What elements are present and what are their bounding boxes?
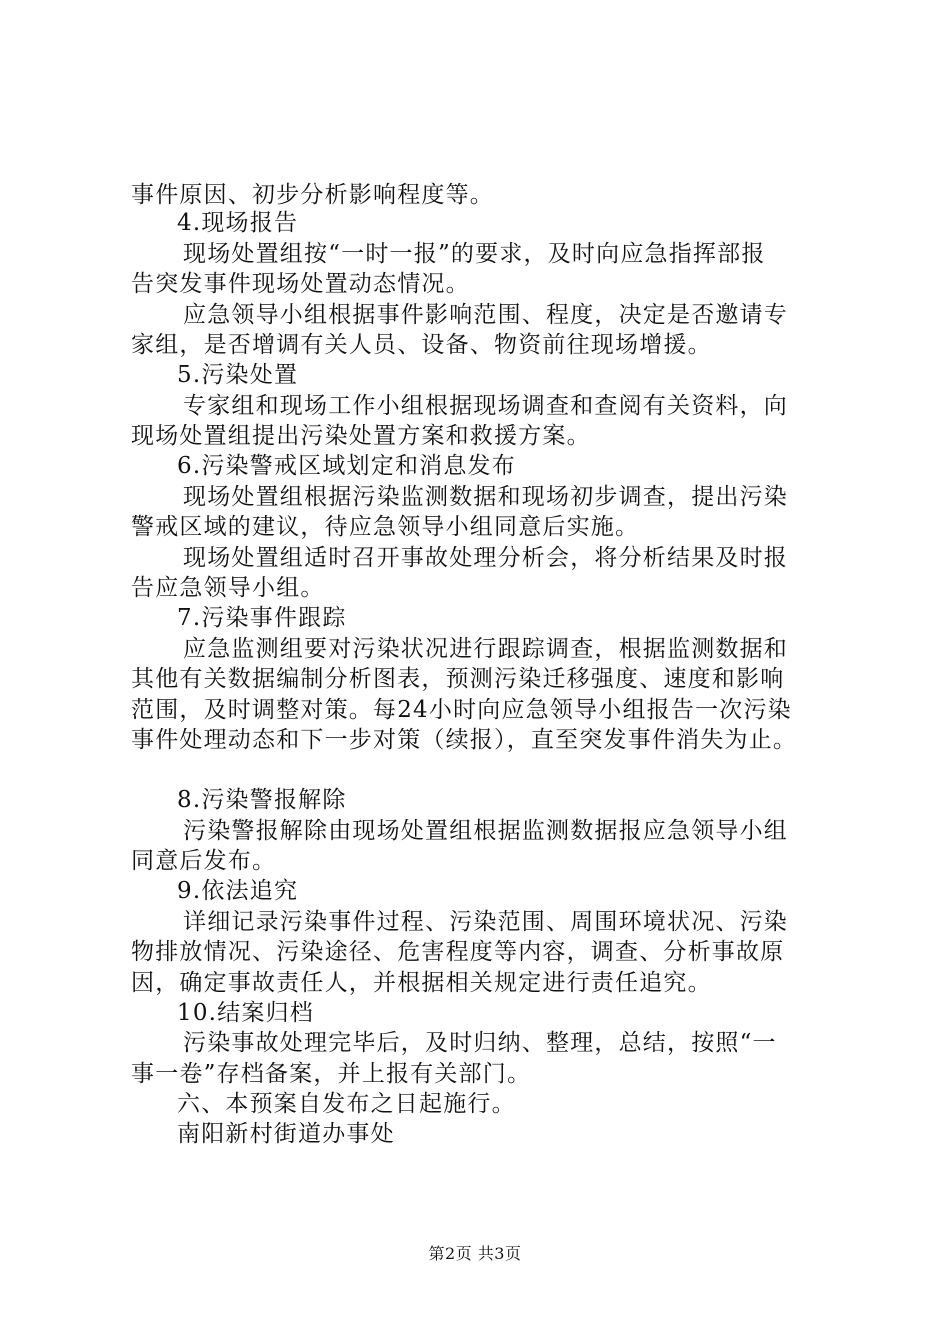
signature-line: 南阳新村街道办事处 <box>177 1121 395 1147</box>
text-line: 警戒区域的建议，待应急领导小组同意后实施。 <box>131 514 640 540</box>
text-line: 详细记录污染事件过程、污染范围、周围环境状况、污染 <box>183 909 788 935</box>
section-heading: 8.污染警报解除 <box>177 787 347 813</box>
section-heading: 9.依法追究 <box>177 878 299 904</box>
text-line: 应急领导小组根据事件影响范围、程度，决定是否邀请专 <box>183 302 788 328</box>
text-line: 现场处置组按“一时一报”的要求，及时向应急指挥部报 <box>183 241 766 267</box>
text-line: 现场处置组根据污染监测数据和现场初步调查，提出污染 <box>183 484 788 510</box>
text-line: 告应急领导小组。 <box>131 575 325 601</box>
text-line: 污染事故处理完毕后，及时归纳、整理，总结，按照“一 <box>183 1030 777 1056</box>
section-heading: 4.现场报告 <box>177 210 299 236</box>
section-heading: 5.污染处置 <box>177 362 299 388</box>
text-line: 家组，是否增调有关人员、设备、物资前往现场增援。 <box>131 332 712 358</box>
text-line: 告突发事件现场处置动态情况。 <box>131 271 470 297</box>
text-line: 现场处置组适时召开事故处理分析会，将分析结果及时报 <box>183 545 788 571</box>
text-line: 事件原因、初步分析影响程度等。 <box>131 182 494 208</box>
page-number-footer: 第2页 共3页 <box>428 1244 522 1263</box>
section-heading: 六、本预案自发布之日起施行。 <box>177 1091 516 1117</box>
text-line: 应急监测组要对污染状况进行跟踪调查，根据监测数据和 <box>183 636 788 662</box>
section-heading: 6.污染警戒区域划定和消息发布 <box>177 453 516 479</box>
text-line: 污染警报解除由现场处置组根据监测数据报应急领导小组 <box>183 818 788 844</box>
text-line: 物排放情况、污染途径、危害程度等内容，调查、分析事故原 <box>131 939 785 965</box>
section-heading: 7.污染事件跟踪 <box>177 605 347 631</box>
text-line: 因，确定事故责任人，并根据相关规定进行责任追究。 <box>131 970 712 996</box>
text-line: 其他有关数据编制分析图表，预测污染迁移强度、速度和影响 <box>131 666 785 692</box>
text-line: 同意后发布。 <box>131 848 277 874</box>
text-line: 事一卷”存档备案，并上报有关部门。 <box>131 1061 532 1087</box>
text-line: 范围，及时调整对策。每24小时向应急领导小组报告一次污染 <box>131 697 792 723</box>
text-line: 专家组和现场工作小组根据现场调查和查阅有关资料，向 <box>183 393 788 419</box>
section-heading: 10.结案归档 <box>177 1000 314 1026</box>
text-line: 事件处理动态和下一步对策（续报），直至突发事件消失为止。 <box>131 727 798 753</box>
text-line: 现场处置组提出污染处置方案和救援方案。 <box>131 423 591 449</box>
